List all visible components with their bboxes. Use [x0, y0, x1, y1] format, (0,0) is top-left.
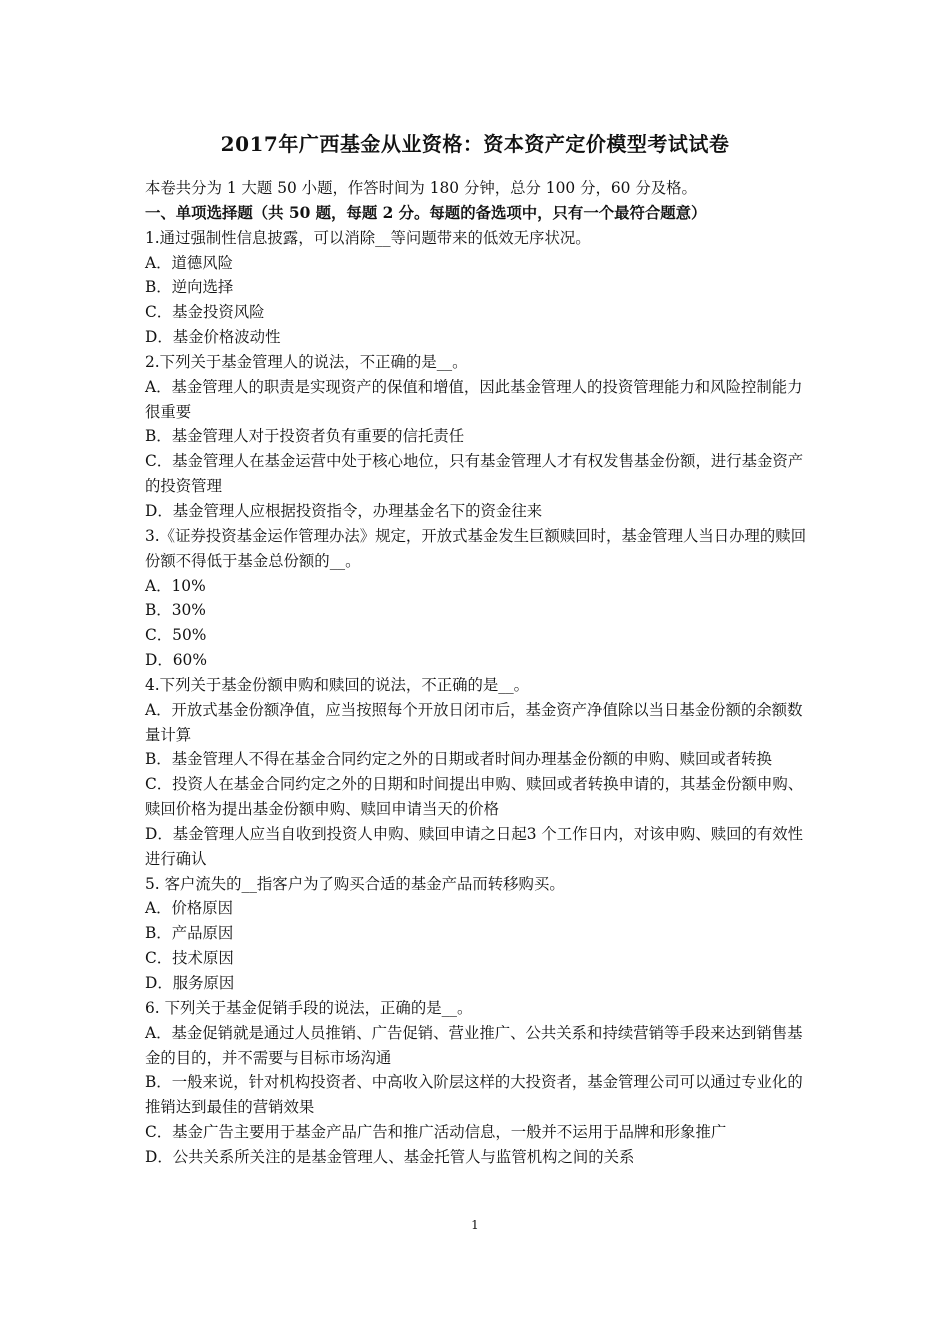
option-b: B．逆向选择 — [145, 278, 234, 297]
option-c: C．基金管理人在基金运营中处于核心地位，只有基金管理人才有权发售基金份额，进行基金资产的投资管理 — [145, 452, 804, 496]
option-a: A．道德风险 — [145, 253, 234, 272]
option-d: D．服务原因 — [145, 974, 235, 992]
option-d: D．60% — [145, 651, 207, 670]
question-1 — [145, 226, 815, 350]
option-a: A．开放式基金份额净值，应当按照每个开放日闭市后，基金资产净值除以当日基金份额的余额数量计算 — [145, 700, 803, 744]
option-a: A．10% — [145, 576, 206, 595]
page-number: 1 — [471, 1218, 479, 1232]
question-2 — [145, 350, 815, 524]
option-b: B．基金管理人对于投资者负有重要的信托责任 — [145, 427, 465, 446]
option-a: A．基金促销就是通过人员推销、广告促销、营业推广、公共关系和持续营销等手段来达到销售基金的目的，并不需要与目标市场沟通 — [145, 1023, 803, 1067]
option-a: A．基金管理人的职责是实现资产的保值和增值，因此基金管理人的投资管理能力和风险控制能力很重要 — [145, 377, 803, 421]
exam-intro: 本卷共分为 1 大题 50 小题，作答时间为 180 分钟，总分 100 分，60 分及格。 — [145, 179, 697, 197]
question-stem: 1.通过强制性信息披露，可以消除__等问题带来的低效无序状况。 — [145, 228, 591, 247]
option-c: C．基金投资风险 — [145, 303, 265, 322]
option-b: B．产品原因 — [145, 924, 234, 943]
option-c: C．技术原因 — [145, 949, 234, 968]
question-6 — [145, 996, 815, 1170]
question-stem: 3.《证券投资基金运作管理办法》规定，开放式基金发生巨额赎回时，基金管理人当日办理的赎回份额不得低于基金总份额的__。 — [145, 526, 807, 570]
question-4 — [145, 673, 815, 872]
option-c: C．50% — [145, 626, 207, 645]
question-3 — [145, 524, 815, 673]
option-c: C．基金广告主要用于基金产品广告和推广活动信息，一般并不运用于品牌和形象推广 — [145, 1123, 727, 1142]
option-c: C．投资人在基金合同约定之外的日期和时间提出申购、赎回或者转换申请的，其基金份额申购、赎回价格为提出基金份额申购、赎回申请当天的价格 — [145, 775, 804, 819]
option-d: D．基金管理人应根据投资指令，办理基金名下的资金往来 — [145, 501, 543, 520]
document-body — [145, 176, 815, 1170]
question-stem: 5. 客户流失的__指客户为了购买合适的基金产品而转移购买。 — [145, 874, 565, 893]
option-d: D．公共关系所关注的是基金管理人、基金托管人与监管机构之间的关系 — [145, 1147, 635, 1166]
document-title: 2017年广西基金从业资格：资本资产定价模型考试试卷 — [220, 132, 730, 156]
option-a: A．价格原因 — [145, 899, 234, 918]
option-b: B．一般来说，针对机构投资者、中高收入阶层这样的大投资者，基金管理公司可以通过专业化的推销达到最佳的营销效果 — [145, 1073, 803, 1117]
option-b: B．基金管理人不得在基金合同约定之外的日期或者时间办理基金份额的申购、赎回或者转换 — [145, 750, 772, 769]
question-stem: 2.下列关于基金管理人的说法，不正确的是__。 — [145, 352, 468, 371]
section-heading: 一、单项选择题（共 50 题，每题 2 分。每题的备选项中，只有一个最符合题意） — [145, 203, 707, 222]
question-stem: 6. 下列关于基金促销手段的说法，正确的是__。 — [145, 998, 473, 1017]
option-d: D．基金管理人应当自收到投资人申购、赎回申请之日起3 个工作日内，对该申购、赎回的有效性进行确认 — [145, 824, 804, 868]
question-5 — [145, 872, 815, 996]
question-stem: 4.下列关于基金份额申购和赎回的说法，不正确的是__。 — [145, 675, 530, 694]
option-b: B．30% — [145, 601, 206, 620]
option-d: D．基金价格波动性 — [145, 328, 281, 347]
